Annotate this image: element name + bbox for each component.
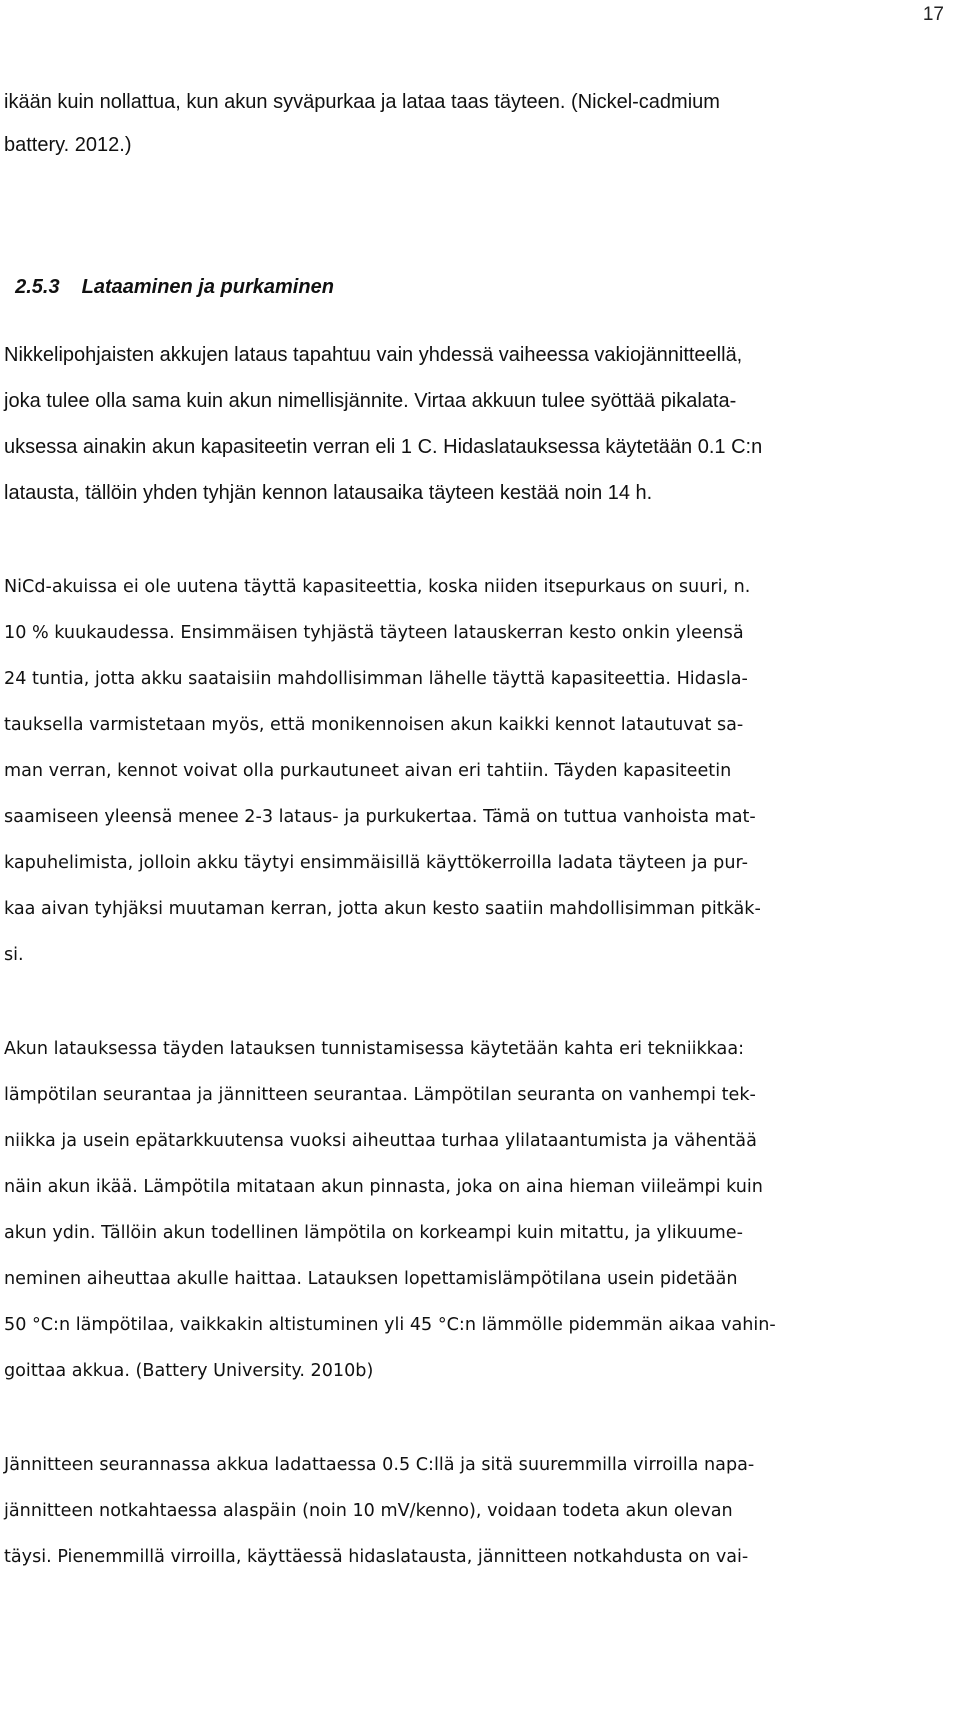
text-line: saamiseen yleensä menee 2-3 lataus- ja purkukertaa. Tämä on tuttua vanhoista mat- [4, 807, 756, 827]
text-line: Jännitteen seurannassa akkua ladattaessa 0.5 C:llä ja sitä suuremmilla virroilla napa- [4, 1455, 755, 1475]
section-heading [4, 251, 334, 299]
text-line: jännitteen notkahtaessa alaspäin (noin 10 mV/kenno), voidaan todeta akun olevan [4, 1501, 733, 1521]
text-line: ikään kuin nollattua, kun akun syväpurkaa ja lataa taas täyteen. (Nickel-cadmium [4, 91, 720, 113]
text-line: lämpötilan seurantaa ja jännitteen seurantaa. Lämpötilan seuranta on vanhempi tek- [4, 1085, 756, 1105]
text-line: man verran, kennot voivat olla purkautuneet aivan eri tahtiin. Täyden kapasiteetin [4, 761, 732, 781]
text-line: näin akun ikää. Lämpötila mitataan akun pinnasta, joka on aina hieman viileämpi kuin [4, 1177, 763, 1197]
text-line: battery. 2012.) [4, 134, 132, 156]
text-line: latausta, tällöin yhden tyhjän kennon latausaika täyteen kestää noin 14 h. [4, 482, 653, 504]
text-line: neminen aiheuttaa akulle haittaa. Latauksen lopettamislämpötilana usein pidetään [4, 1269, 738, 1289]
text-line: täysi. Pienemmillä virroilla, käyttäessä hidaslatausta, jännitteen notkahdusta on vai- [4, 1547, 749, 1567]
text-line: niikka ja usein epätarkkuutensa vuoksi aiheuttaa turhaa ylilataantumista ja vähentää [4, 1131, 757, 1151]
text-line: joka tulee olla sama kuin akun nimellisjännite. Virtaa akkuun tulee syöttää pikalata- [4, 390, 737, 412]
text-line: goittaa akkua. (Battery University. 2010b) [4, 1361, 374, 1381]
text-line: Akun latauksessa täyden latauksen tunnistamisessa käytetään kahta eri tekniikkaa: [4, 1039, 745, 1059]
text-line: NiCd-akuissa ei ole uutena täyttä kapasiteettia, koska niiden itsepurkaus on suuri, n. [4, 577, 751, 597]
text-line: uksessa ainakin akun kapasiteetin verran eli 1 C. Hidaslatauksessa käytetään 0.1 C:n [4, 436, 763, 458]
text-line: akun ydin. Tällöin akun todellinen lämpötila on korkeampi kuin mitattu, ja ylikuume- [4, 1223, 743, 1243]
text-line: 10 % kuukaudessa. Ensimmäisen tyhjästä täyteen latauskerran kesto onkin yleensä [4, 623, 744, 643]
text-line: 50 °C:n lämpötilaa, vaikkakin altistuminen yli 45 °C:n lämmölle pidemmän aikaa vahin- [4, 1315, 776, 1335]
page-number: 17 [922, 4, 944, 25]
text-line: 24 tuntia, jotta akku saataisiin mahdollisimman lähelle täyttä kapasiteettia. Hidasla- [4, 669, 748, 689]
section-number: 2.5.3 [15, 276, 60, 298]
text-line: Nikkelipohjaisten akkujen lataus tapahtuu vain yhdessä vaiheessa vakiojännitteellä, [4, 344, 743, 366]
text-line: tauksella varmistetaan myös, että monikennoisen akun kaikki kennot latautuvat sa- [4, 715, 744, 735]
text-line: kaa aivan tyhjäksi muutaman kerran, jotta akun kesto saatiin mahdollisimman pitkäk- [4, 899, 761, 919]
section-title: Lataaminen ja purkaminen [81, 276, 334, 298]
text-line: kapuhelimista, jolloin akku täytyi ensimmäisillä käyttökerroilla ladata täyteen ja pur- [4, 853, 748, 873]
text-line: si. [4, 945, 24, 965]
